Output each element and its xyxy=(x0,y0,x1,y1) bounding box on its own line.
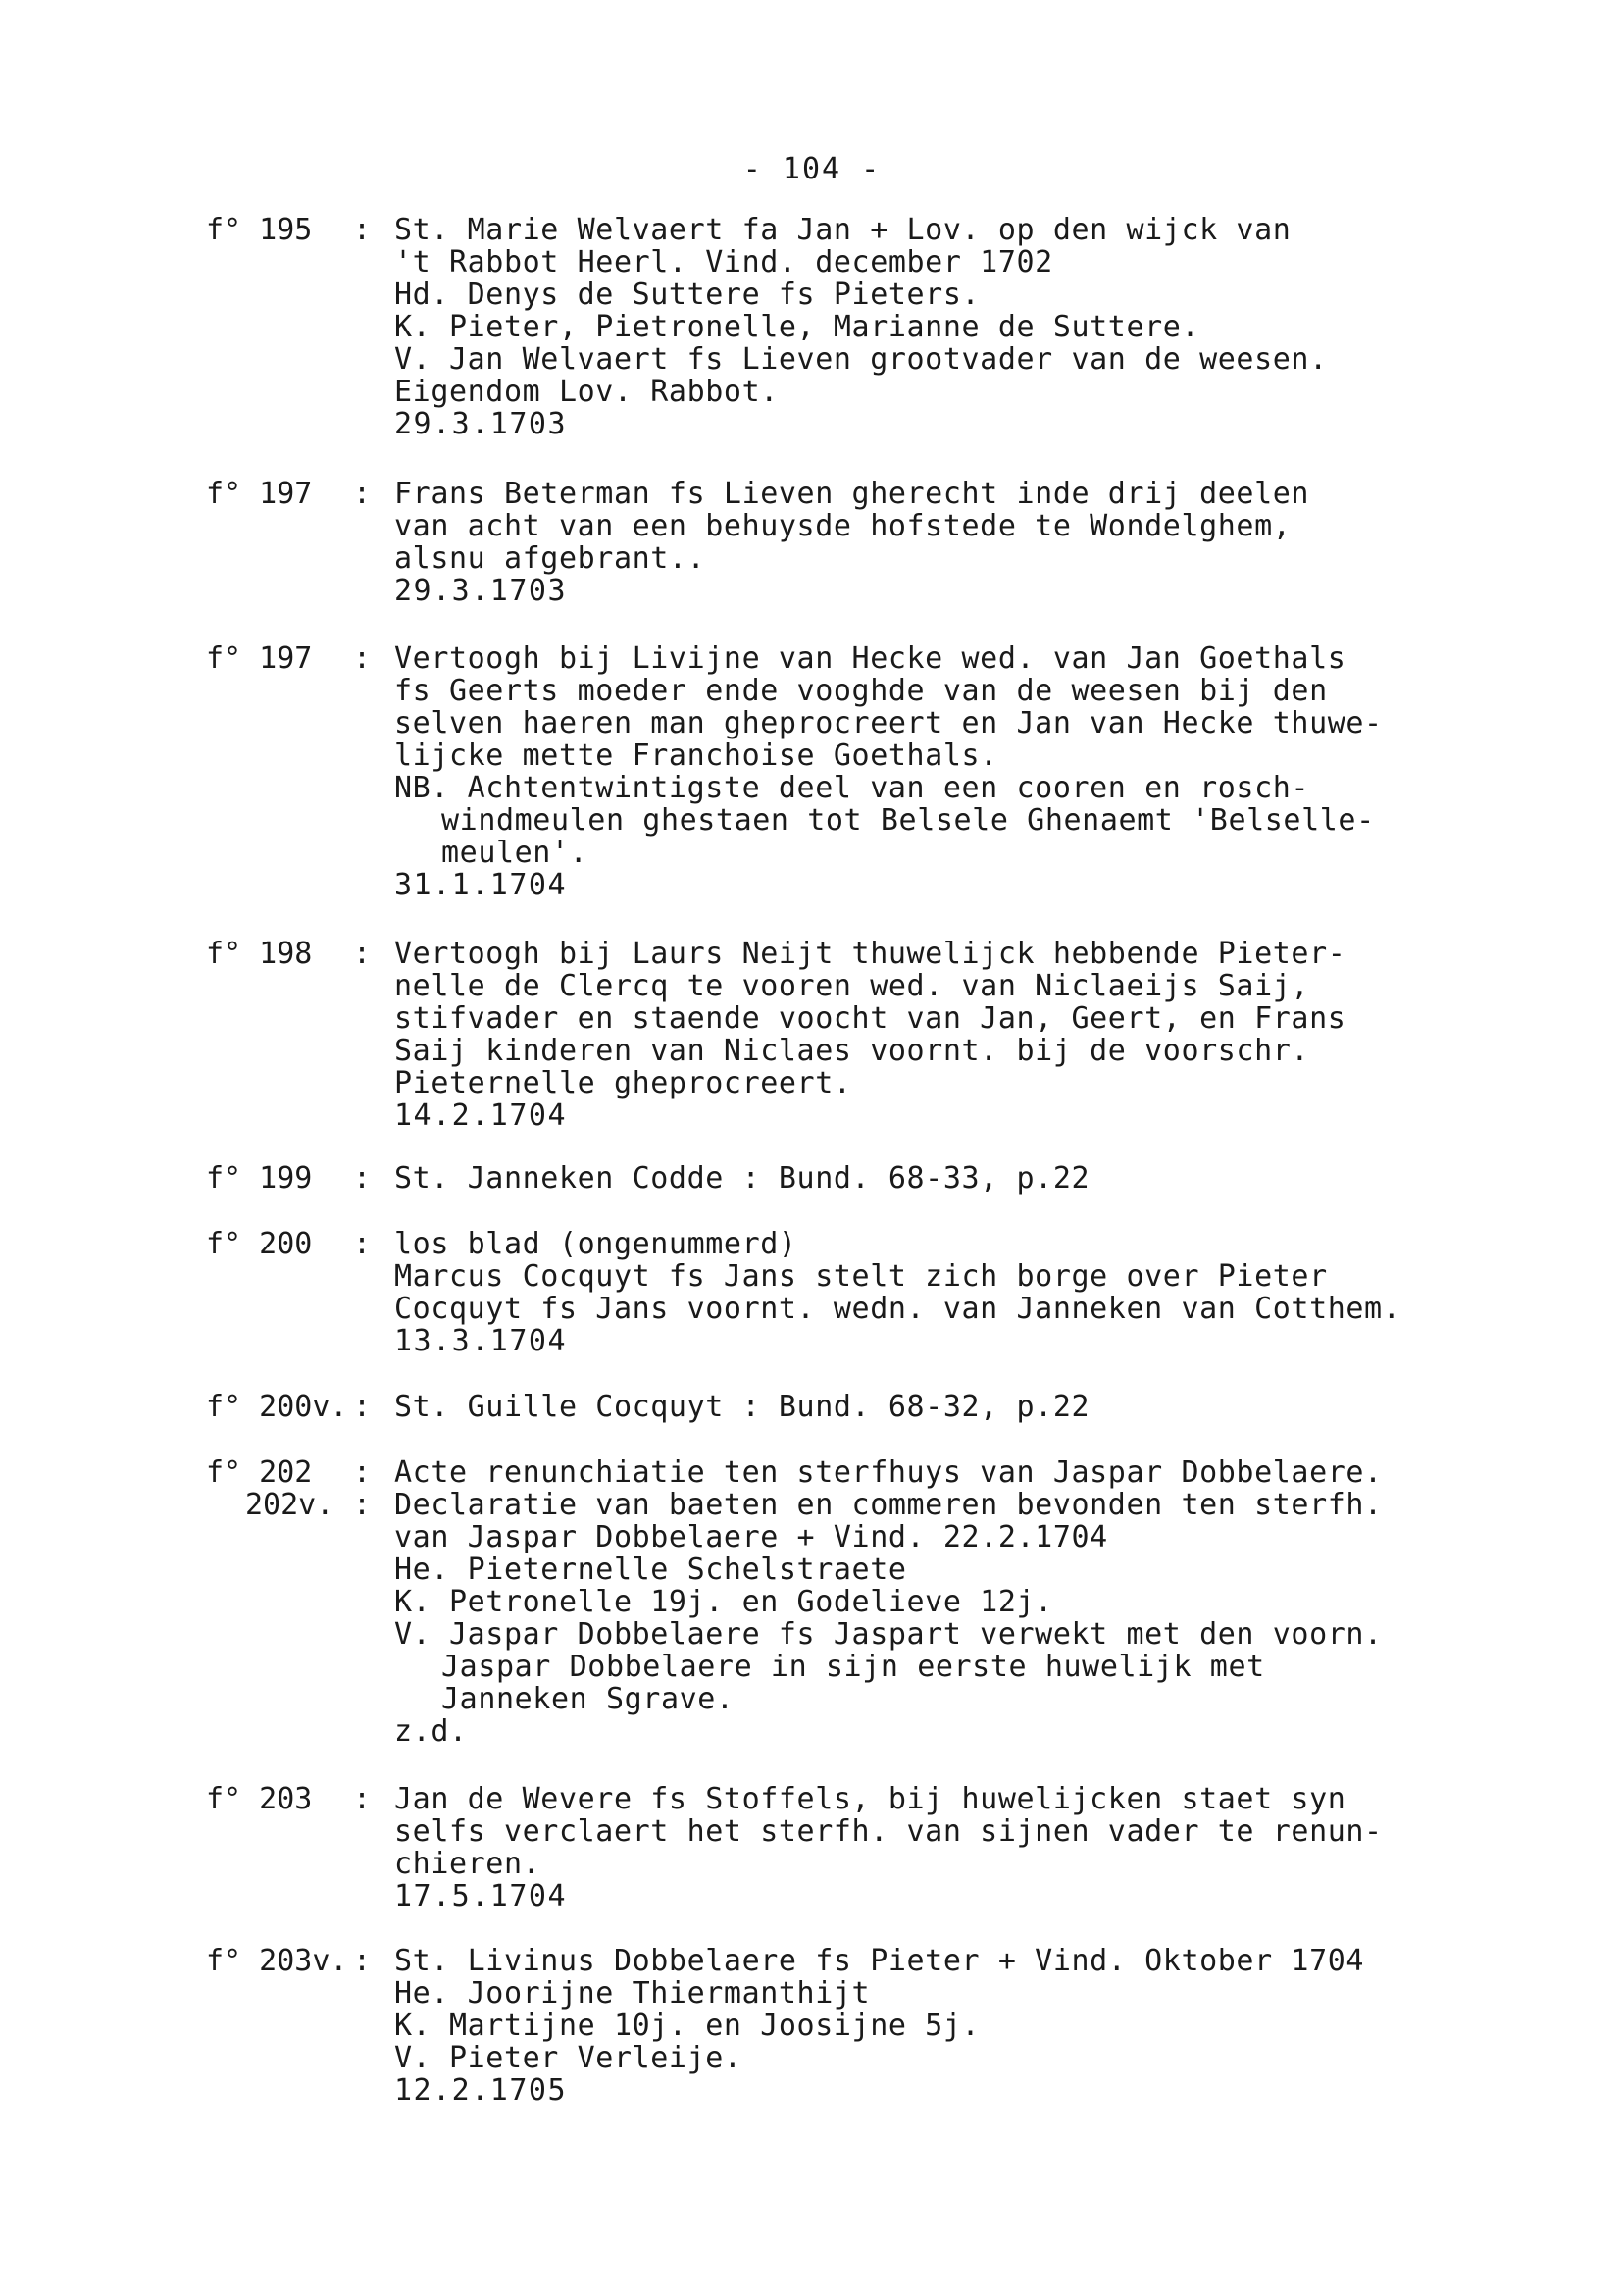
entry-date: 29.3.1703 xyxy=(394,407,568,441)
entry-line: Pieternelle gheprocreert. xyxy=(394,1066,852,1100)
folio-main: f° 202 xyxy=(206,1455,313,1490)
entry-line: selfs verclaert het sterfh. van sijnen vader te renun- xyxy=(394,1814,1383,1849)
entry-line: fs Geerts moeder ende vooghde van de weesen bij den xyxy=(394,674,1328,708)
entry-line: Jaspar Dobbelaere in sijn eerste huwelijk met xyxy=(441,1650,1265,1684)
separator-colon: : xyxy=(353,1782,372,1816)
entry-date: 29.3.1703 xyxy=(394,574,568,608)
entry-line: nelle de Clercq te vooren wed. van Niclaeijs Saij, xyxy=(394,969,1310,1003)
entry-text xyxy=(394,1391,1512,1423)
entry-line: St. Janneken Codde : Bund. 68-33, p.22 xyxy=(394,1161,1091,1196)
folio-number: f° 203v. xyxy=(206,1944,348,1978)
entry-line: los blad (ongenummerd) xyxy=(394,1227,797,1261)
folio-number: f° 198 xyxy=(206,937,313,971)
folio-verso: 202v. xyxy=(245,1488,334,1522)
page-number: - 104 - xyxy=(742,152,882,186)
entry-line: z.d. xyxy=(394,1714,468,1749)
entry-line: K. Martijne 10j. en Joosijne 5j. xyxy=(394,2009,981,2043)
entry-line: Hd. Denys de Suttere fs Pieters. xyxy=(394,278,981,312)
entry-line: St. Guille Cocquyt : Bund. 68-32, p.22 xyxy=(394,1390,1091,1424)
separator-colon: : xyxy=(353,641,372,676)
entry-line: Acte renunchiatie ten sterfhuys van Jaspar Dobbelaere. xyxy=(394,1455,1383,1490)
entry-line: K. Petronelle 19j. en Godelieve 12j. xyxy=(394,1585,1053,1619)
entry-line: Vertoogh bij Livijne van Hecke wed. van Jan Goethals xyxy=(394,641,1346,676)
folio-number: f° 203 xyxy=(206,1782,313,1816)
separator-colon: : xyxy=(353,477,372,511)
entry-line: Frans Beterman fs Lieven gherecht inde drij deelen xyxy=(394,477,1310,511)
separator-colon: : xyxy=(353,1944,372,1978)
entry-line: K. Pieter, Pietronelle, Marianne de Suttere. xyxy=(394,310,1200,344)
entry-line: He. Joorijne Thiermanthijt xyxy=(394,1976,871,2011)
entry-text xyxy=(394,938,1512,1132)
entry-line: Cocquyt fs Jans voornt. wedn. van Janneken van Cotthem. xyxy=(394,1292,1401,1326)
entry-date: 17.5.1704 xyxy=(394,1879,568,1913)
entry-line: van Jaspar Dobbelaere + Vind. 22.2.1704 xyxy=(394,1520,1108,1554)
entry-line: chieren. xyxy=(394,1847,541,1881)
entry-text xyxy=(394,214,1512,440)
entry-line: Saij kinderen van Niclaes voornt. bij de voorschr. xyxy=(394,1034,1310,1068)
entry-line: meulen'. xyxy=(441,836,588,870)
folio-number: f° 197 xyxy=(206,641,313,676)
entry-line: Janneken Sgrave. xyxy=(441,1682,735,1716)
entry-line: windmeulen ghestaen tot Belsele Ghenaemt 'Belselle- xyxy=(441,803,1375,838)
entry-line: alsnu afgebrant.. xyxy=(394,541,706,576)
entry-date: 31.1.1704 xyxy=(394,868,568,902)
entry-line: Jan de Wevere fs Stoffels, bij huwelijcken staet syn xyxy=(394,1782,1346,1816)
entry-line: He. Pieternelle Schelstraete xyxy=(394,1553,907,1587)
entry-text xyxy=(394,642,1512,901)
folio-number: f° 195 xyxy=(206,213,313,247)
folio-number: f° 197 xyxy=(206,477,313,511)
entry-line: Declaratie van baeten en commeren bevonden ten sterfh. xyxy=(394,1488,1383,1522)
separator-colon: : xyxy=(353,213,372,247)
folio-number xyxy=(206,1456,343,1521)
entry-line: 't Rabbot Heerl. Vind. december 1702 xyxy=(394,245,1053,280)
entry-line: van acht van een behuysde hofstede te Wondelghem, xyxy=(394,509,1292,543)
entry-text xyxy=(394,1456,1512,1748)
entry-line: lijcke mette Franchoise Goethals. xyxy=(394,738,998,773)
folio-number: f° 200 xyxy=(206,1227,313,1261)
separator-colon: : xyxy=(353,1227,372,1261)
entry-date: 14.2.1704 xyxy=(394,1098,568,1133)
folio-number: f° 200v. xyxy=(206,1390,348,1424)
entry-text xyxy=(394,1783,1512,1912)
entry-text xyxy=(394,1945,1512,2107)
entry-text xyxy=(394,478,1512,607)
separator-colon: : xyxy=(353,1161,372,1196)
entry-line: V. Jan Welvaert fs Lieven grootvader van de weesen. xyxy=(394,342,1328,377)
entry-line: Marcus Cocquyt fs Jans stelt zich borge over Pieter xyxy=(394,1259,1328,1294)
entry-line: V. Jaspar Dobbelaere fs Jaspart verwekt met den voorn. xyxy=(394,1617,1383,1652)
entry-line: V. Pieter Verleije. xyxy=(394,2041,742,2075)
entry-date: 13.3.1704 xyxy=(394,1324,568,1358)
entry-text xyxy=(394,1162,1512,1195)
entry-line: St. Marie Welvaert fa Jan + Lov. op den wijck van xyxy=(394,213,1292,247)
entry-line: Eigendom Lov. Rabbot. xyxy=(394,375,779,409)
entry-line: Vertoogh bij Laurs Neijt thuwelijck hebbende Pieter- xyxy=(394,937,1346,971)
folio-number: f° 199 xyxy=(206,1161,313,1196)
entry-line: selven haeren man gheprocreert en Jan van Hecke thuwe- xyxy=(394,706,1383,740)
entry-line: stifvader en staende voocht van Jan, Geert, en Frans xyxy=(394,1001,1346,1036)
separator-colon: : xyxy=(353,1390,372,1424)
entry-line: St. Livinus Dobbelaere fs Pieter + Vind. Oktober 1704 xyxy=(394,1944,1365,1978)
entry-date: 12.2.1705 xyxy=(394,2073,568,2108)
separator-colon: : xyxy=(353,937,372,971)
entry-line: NB. Achtentwintigste deel van een cooren en rosch- xyxy=(394,771,1310,805)
separator-colon: : : xyxy=(353,1455,372,1522)
entry-text xyxy=(394,1228,1512,1357)
